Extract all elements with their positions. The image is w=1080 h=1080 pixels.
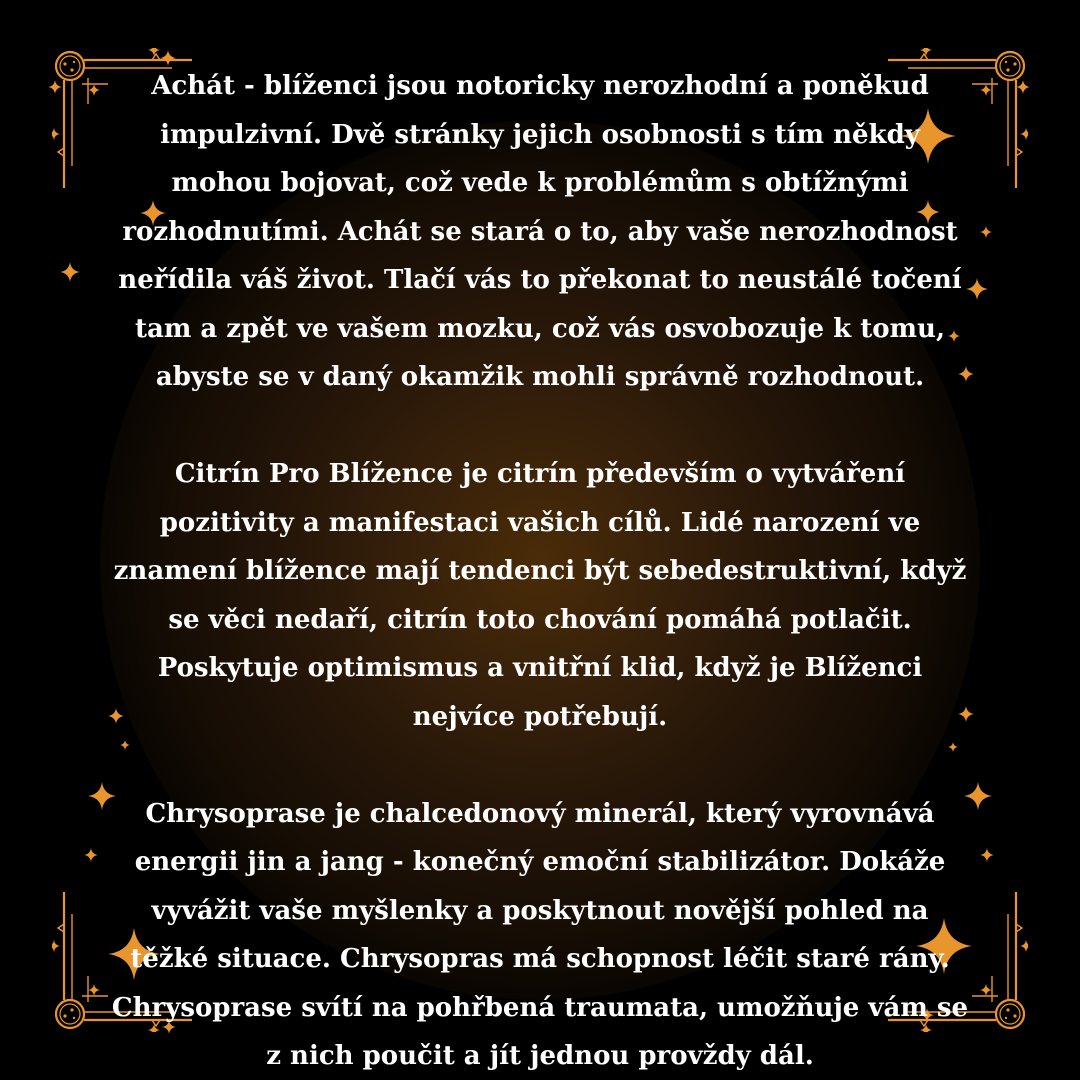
agate-paragraph: Achát - blíženci jsou notoricky nerozhodní a poněkud impulzivní. Dvě stránky jejich osobnosti s tím někdy mohou bojovat, což vede k problémům s obtížnými rozhodnutími. Achát se stará o to, aby vaše nerozhodnost neřídila váš život. Tlačí vás to překonat to neustálé točení tam a zpět ve vašem mozku, což vás osvobozuje k tomu, abyste se v daný okamžik mohli správně rozhodnout. [118, 71, 962, 392]
crystal-description-text [60, 62, 1020, 1080]
citrine-paragraph: Citrín Pro Blížence je citrín především o vytváření pozitivity a manifestaci vašich cílů. Lidé narození ve znamení blížence mají tendenci být sebedestruktivní, když se věci nedaří, citrín toto chování pomáhá potlačit. Poskytuje optimismus a vnitřní klid, když je Blíženci nejvíce potřebují. [113, 459, 967, 732]
chrysoprase-paragraph: Chrysoprase je chalcedonový minerál, který vyrovnává energii jin a jang - konečný emoční stabilizátor. Dokáže vyvážit vaše myšlenky a poskytnout novější pohled na těžké situace. Chrysopras má schopnost léčit staré rány. Chrysoprase svítí na pohřbená traumata, umožňuje vám se z nich poučit a jít jednou provždy dál. [111, 798, 969, 1071]
